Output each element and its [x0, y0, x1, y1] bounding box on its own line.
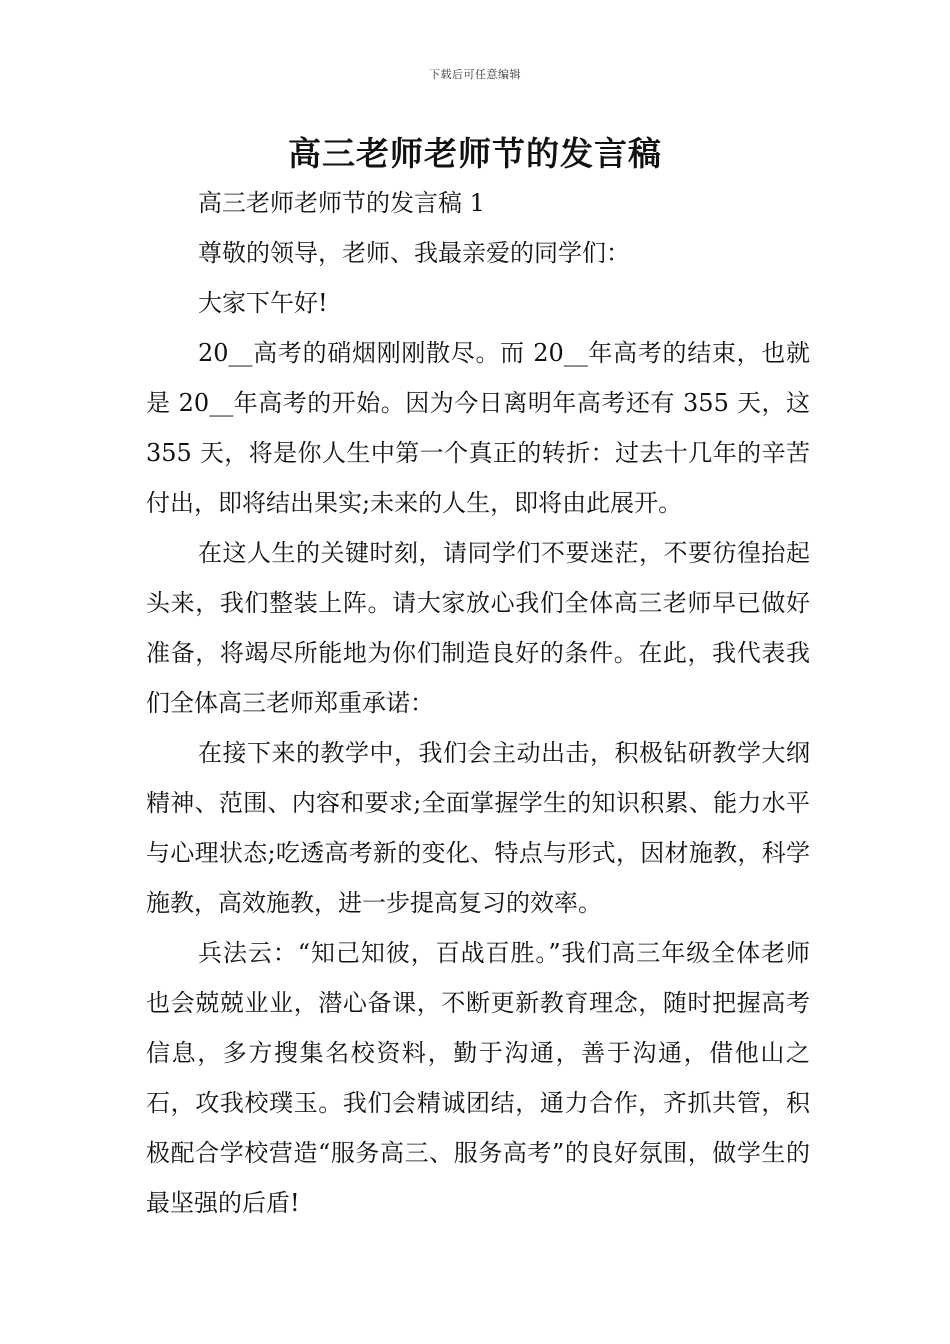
paragraph: 在接下来的教学中，我们会主动出击，积极钻研教学大纲精神、范围、内容和要求;全面掌握学生的知识积累、能力水平与心理状态;吃透高考新的变化、特点与形式，因材施教，科学施教，高效施教，进一步提高复习的效率。 — [146, 739, 810, 917]
paragraph: 在这人生的关键时刻，请同学们不要迷茫，不要彷徨抬起头来，我们整装上阵。请大家放心我们全体高三老师早已做好准备，将竭尽所能地为你们制造良好的条件。在此，我代表我们全体高三老师郑重承诺： — [146, 539, 810, 717]
document-body — [146, 178, 810, 1228]
salutation: 尊敬的领导，老师、我最亲爱的同学们： — [198, 239, 630, 267]
paragraph: 兵法云：“知己知彼，百战百胜。”我们高三年级全体老师也会兢兢业业，潜心备课，不断更新教育理念，随时把握高考信息，多方搜集名校资料，勤于沟通，善于沟通，借他山之石，攻我校璞玉。我们会精诚团结，通力合作，齐抓共管，积极配合学校营造“服务高三、服务高考”的良好氛围，做学生的最坚强的后盾! — [146, 939, 810, 1217]
greeting: 大家下午好! — [198, 289, 328, 317]
paragraph: 20__高考的硝烟刚刚散尽。而 20__年高考的结束，也就是 20__年高考的开始。因为今日离明年高考还有 355 天，这 355 天，将是你人生中第一个真正的转折：过去十几年的辛苦付出，即将结出果实;未来的人生，即将由此展开。 — [146, 339, 810, 517]
document-title: 高三老师老师节的发言稿 — [288, 134, 662, 173]
document-subtitle: 高三老师老师节的发言稿 1 — [198, 189, 485, 217]
header-note: 下载后可任意编辑 — [429, 68, 521, 81]
